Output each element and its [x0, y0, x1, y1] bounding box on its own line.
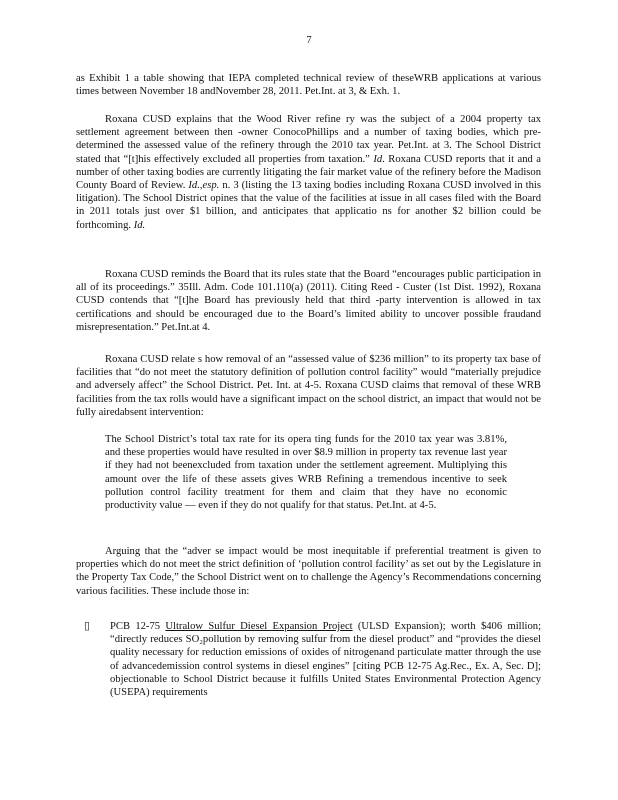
paragraph-exhibit: as Exhibit 1 a table showing that IEPA completed technical review of theseWRB applications at various times between November 18 andNovember 28, 2011. Pet.Int. at 3, & Exh. 1. — [76, 73, 541, 98]
page-number: 7 — [306, 35, 312, 46]
paragraph-tax-base: Roxana CUSD relate s how removal of an “assessed value of $236 million” to its property tax base of facilities that “do not meet the statutory definition of pollution control facility” would “materially prejudice and adversely affect” the School District. Pet. Int. at 4-5. Roxana CUSD claims that removal of these WRB facilities from the tax rolls would have a significant impact on the school district, an impact that would not be fully airedabsent intervention: — [76, 354, 541, 418]
citation-id: Id — [373, 153, 383, 165]
citation-separator: , — [199, 180, 203, 192]
paragraph-settlement — [76, 113, 541, 232]
citation-id: Id. — [188, 180, 200, 192]
paragraph-settlement-text-b: . Roxana CUSD reports that it and a number of other taxing bodies are currently litigating the fair market value of the refinery before the Madison County Board of Review. — [76, 153, 541, 192]
bullet-item-text: (ULSD Expansion); worth $406 million; “directly reduces SO₂pollution by removing sulfur from the diesel product” and “provides the diesel quality necessary for reduction emissions of oxides of nitrogenand particulate matter through the use of advancedemission control systems in diesel engines” [citing PCB 12-75 Ag.Rec., Ex. A, Sec. D]; objectionable to School District because it fulfills United States Environmental Protection Agency (USEPA) requirements — [110, 621, 542, 699]
paragraph-settlement-text-c: n. 3 (listing the 13 taxing bodies including Roxana CUSD involved in this litigation). The School District opines that the value of the facilities at issue in all cases filed with the Board in 2011 totals just over $1 billion, and anticipates that applicatio ns for another $2 billion could be forthcoming. — [76, 180, 541, 231]
bullet-item-ulsd — [110, 620, 541, 699]
paragraph-participation: Roxana CUSD reminds the Board that its rules state that the Board “encourages public participation in all of its proceedings.” 35Ill. Adm. Code 101.110(a) (2011). Citing Reed - Custer (1st Dist. 1992), Roxana CUSD contends that “[t]he Board has previously held that third -party intervention is allowed in tax certifications and should be encouraged due to the Board’s limited ability to uncover possible fraudand misrepresentation.” Pet.Int.at 4. — [76, 269, 541, 333]
citation-id: Id. — [133, 219, 146, 231]
block-quote: The School District’s total tax rate for its opera ting funds for the 2010 tax year was 3.81%, and these properties would have resulted in over $8.9 million in property tax revenue last year if they had not beenexcluded from taxation under the settlement agreement. Multiplying this amount over the life of these assets gives WRB Refining a tremendous incentive to seek pollution control facility treatment for them and claim that they have no economic productivity value — even if they do not qualify for that status. Pet.Int. at 4-5. — [105, 434, 507, 512]
bullet-marker: ▯ — [84, 621, 90, 632]
citation-esp: esp. — [202, 180, 220, 192]
paragraph-settlement-text-a: Roxana CUSD explains that the Wood River refine ry was the subject of a 2004 property tax settlement agreement between then -owner ConocoPhillips and a number of taxing bodies, which pre-determined the assessed value of the refinery through the 2010 tax year. Pet.Int. at 3. The School District stated that “[t]his effectively excluded all properties from taxation.” — [76, 114, 541, 165]
paragraph-adverse-impact: Arguing that the “adver se impact would be most inequitable if preferential treatment is given to properties which do not meet the strict definition of ‘pollution control facility’ as set out by the Legislature in the Property Tax Code,” the School District went on to challenge the Agency’s Recommendations concerning various facilities. These include those in: — [76, 546, 541, 597]
bullet-docket: PCB 12-75 — [110, 621, 161, 632]
bullet-project-title: Ultralow Sulfur Diesel Expansion Project — [165, 621, 353, 632]
